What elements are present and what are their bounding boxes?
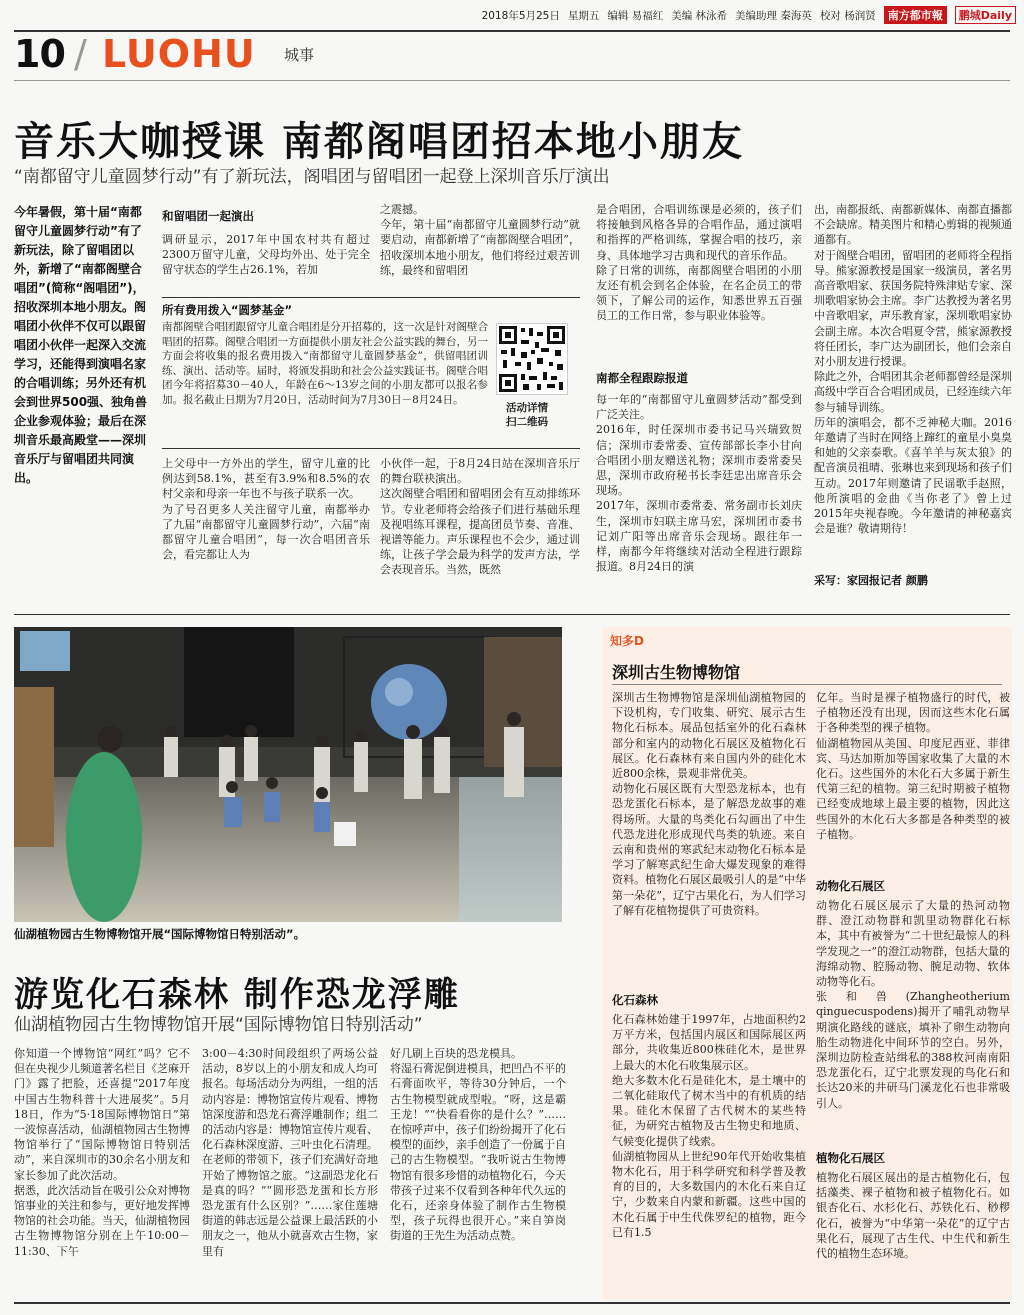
story2-col2: 3:00－4:30时间段组织了两场公益活动，8岁以上的小朋友和成人均可报名。每场活动分为两组，一组的活动内容是：博物馆宣传片观看、博物馆深度游和恐龙石膏浮雕制作；组二的活动内容是：博物馆宣传片观看、化石森林深度游、三叶虫化石清理。 在老师的带领下，孩子们充满好奇地开始了博物馆之旅。“这副恐龙化石是真的吗？”“圆形恐龙蛋和长方形恐龙蛋有什么区别？”……家住莲塘街道的韩志远是公益课上最活跃的小朋友之一，他从小就喜欢古生物，家里有	[202, 1047, 378, 1258]
art-assist-credit: 美编助理 秦海英	[735, 9, 812, 22]
footer-rule	[14, 1302, 1010, 1304]
issue-weekday: 星期五	[567, 9, 600, 22]
box-subhead-animal: 动物化石展区	[816, 879, 885, 893]
box-title: 深圳古生物博物馆	[612, 663, 741, 682]
photo-caption: 仙湖植物园古生物博物馆开展“国际博物馆日特别活动”。	[14, 927, 306, 941]
story1-lead: 今年暑假，第十届“南都留守儿童圆梦行动”有了新玩法，除了留唱团以外，新增了“南都阁壁合唱团”(简称“阁唱团”)，招收深圳本地小朋友。阁唱团小伙伴不仅可以跟留唱团小伙伴一起深入交流学习，还能得到演唱名家的合唱训练；另外还有机会到世界500强、独角兽企业参观体验；最后在深圳音乐最高殿堂——深圳音乐厅与留唱团共同演出。	[14, 205, 148, 485]
box-col2-plant: 植物化石展区展出的是古植物化石，包括藻类、裸子植物和被子植物化石。如银杏化石、水杉化石、苏铁化石、桫椤化石，被誉为“中华第一朵花”的辽宁古果化石，展现了古生代、中生代和新生代的植物生态环境。	[816, 1171, 1010, 1261]
section-title: LUOHU	[102, 32, 256, 76]
story1-col2-top: 调研显示，2017年中国农村共有超过2300万留守儿童，父母均外出、处于完全留守状态的学生占26.1%，若加	[162, 233, 370, 277]
supplement-logo: 鹏城Daily	[955, 6, 1016, 24]
story2-col3: 好几刷上百块的恐龙模具。 将湿石膏泥倒进模具，把凹凸不平的石膏面吹平，等待30分钟后，一个古生物模型就成型啦。“呀，这是霸王龙！”“快看看你的是什么？”……在惊呼声中，孩子们纷纷揭开了化石模型的面纱，亲手创造了一份属于自己的古生物模型。“我听说古生物博物馆有很多珍惜的动植物化石，今天带孩子过来不仅看到各种年代久远的化石，还亲身体验了制作古生物模型，孩子玩得也很开心。”来自笋岗街道的王先生为活动点赞。	[390, 1047, 566, 1243]
editor-credit: 编辑 易福红	[607, 9, 664, 22]
box-col2-intro: 亿年。当时是裸子植物盛行的时代，被子植物还没有出现，因而这些木化石属于各种类型的裸子植物。 仙湖植物园从美国、印度尼西亚、菲律宾、马达加斯加等国家收集了大量的木化石。这些国外的木化石大多属于新生代第三纪的植物。第三纪时期被子植物已经变成地球上最主要的植物，因此这些国外的木化石大多都是各种类型的被子植物。	[816, 691, 1010, 841]
museum-activity-photo	[14, 627, 562, 922]
slash-divider: /	[74, 32, 87, 76]
box-subhead-forest: 化石森林	[612, 993, 658, 1007]
qr-label-details: 活动详情	[506, 402, 548, 414]
fund-box-title: 所有费用拨入“圆梦基金”	[162, 303, 293, 317]
page-header-bar	[0, 0, 1024, 30]
story1-subhead-report: 南都全程跟踪报道	[596, 371, 688, 385]
story1-byline: 采写：家园报记者 颜鹏	[814, 574, 928, 587]
box-top-rule	[162, 297, 580, 298]
box-col1-intro: 深圳古生物博物馆是深圳仙湖植物园的下设机构，专门收集、研究、展示古生物化石标本。展品包括室外的化石森林部分和室内的动物化石展区及植物化石展区。化石森林有来自国内外的硅化木近800余株，景观非常优美。 动物化石展区既有大型恐龙标本，也有恐龙蛋化石标本，是了解恐龙故事的难得场所。大量的鸟类化石勾画出了中生代恐龙进化形成现代鸟类的轨迹。来自云南和贵州的寒武纪末动物化石标本是学习了解寒武纪生命大爆发现象的难得资料。植物化石展区最吸引人的是“中华第一朵花”，辽宁古果化石，为人们学习了解有花植物提供了可贵资料。	[612, 691, 806, 917]
story1-deck: “南都留守儿童圆梦行动”有了新玩法，阁唱团与留唱团一起登上深圳音乐厅演出	[14, 167, 610, 187]
box-col2-animal: 动物化石展区展示了大量的热河动物群、澄江动物群和凯里动物群化石标本，其中有被誉为“二十世纪最惊人的科学发现之一”的澄江动物群，包括大量的海绵动物、腔肠动物、腕足动物、软体动物等化石。 张和兽(Zhangheotherium qinguecuspodens)揭开了哺乳动物早期演化路线的谜底，填补了卵生动物向胎生动物进化中间环节的空白。另外，深圳边防检查站缉私的388枚河南南阳恐龙蛋化石，辽宁北票发现的鸟化石和长达20米的井研马门溪龙化石也非常吸引人。	[816, 899, 1010, 1110]
story1-col4-bottom: 每一年的“南都留守儿童圆梦活动”都受到广泛关注。 2016年，时任深圳市委书记马兴瑞致贺信；深圳市委常委、宣传部部长李小甘向合唱团小朋友赠送礼物；深圳市委常委吴思，深圳市政府秘书长李廷忠出席音乐会现场。 2017年，深圳市委常委、常务副市长刘庆生，深圳市妇联主席马宏，深圳团市委书记刘广阳等出席音乐会现场。跟往年一样，南都今年将继续对活动全程进行跟踪报道。8月24日的演	[596, 393, 802, 574]
story2-deck: 仙湖植物园古生物博物馆开展“国际博物馆日特别活动”	[14, 1015, 423, 1035]
proof-credit: 校对 杨润贤	[819, 9, 876, 22]
box-title-rule	[612, 684, 1002, 685]
qr-code-icon[interactable]	[496, 323, 568, 395]
box-bottom-rule	[162, 448, 580, 449]
issue-date: 2018年5月25日	[481, 9, 560, 22]
story1-col5: 出，南都报纸、南都新媒体、南都直播都不会缺席。精美图片和精心剪辑的视频通通都有。 对于阁壁合唱团，留唱团的老师将全程指导。熊家源教授是国家一级演员，著名男高音歌唱家、获国务院特殊津贴专家、深圳歌唱家协会主席。李广达教授为著名男中音歌唱家，声乐教育家，深圳歌唱家协会副主席。本次合唱夏令营，熊家源教授将任团长，李广达为副团长，他们会亲自对小朋友进行授课。 除此之外，合唱团其余老师都曾经是深圳高级中学百合合唱团成员，已经连续六年参与辅导训练。 历年的演唱会，都不乏神秘大咖。2016年邀请了当时在网络上蹿红的童星小臭臭和她的父亲泰歌。《喜羊羊与灰太狼》的配音演员祖晴、张琳也来到现场和孩子们互动。2017年则邀请了民谣歌手赵照，他所演唱的金曲《当你老了》曾上过2015年央视春晚。今年邀请的神秘嘉宾会是谁？敬请期待！	[814, 203, 1012, 536]
box-col1-forest: 化石森林始建于1997年，占地面积约2万平方米，包括国内展区和国际展区两部分，共收集近800株硅化木，是世界上最大的木化石收集展示区。 绝大多数木化石是硅化木，是土壤中的二氧化硅取代了树木当中的有机质的结果。硅化木保留了古代树木的某些特征，为研究古植物及古生物史和地质、气候变化提供了线索。 仙湖植物园从上世纪90年代开始收集植物木化石，用于科学研究和科学普及教育的目的，大多数国内的木化石来自辽宁，少数来自内蒙和新疆。这些中国的木化石属于中生代侏罗纪的植物，距今已有1.5	[612, 1013, 806, 1239]
fund-box-text: 南都阁壁合唱团跟留守儿童合唱团是分开招募的，这一次是针对阁壁合唱团的招募。阁壁合唱团一方面提供小朋友社会公益实践的舞台，另一方面会将收集的报名费用拨入“南都留守儿童圆梦基金”，供留唱团训练、演出、活动等。届时，将颁发捐助和社会公益实践证书。阁壁合唱团今年将招募30－40人，年龄在6～13岁之间的小朋友都可以报名参加。报名截止日期为7月20日，活动时间为7月30日－8月24日。	[162, 321, 488, 406]
story1-col3-bottom: 小伙伴一起，于8月24日站在深圳音乐厅的舞台联袂演出。 这次阁壁合唱团和留唱团会有互动排练环节。专业老师将会给孩子们进行基础乐理及视唱练耳课程，提高团员节奏、音准、视谱等能力。声乐课程也不会少，通过训练，让孩子学会最为科学的发声方法，学会表现音乐。当然，既然	[380, 457, 580, 577]
story2-headline: 游览化石森林 制作恐龙浮雕	[14, 975, 460, 1015]
page-number: 10	[14, 32, 65, 76]
newspaper-logo: 南方都市報	[884, 6, 947, 24]
qr-label-scan: 扫二维码	[506, 416, 548, 428]
box-subhead-plant: 植物化石展区	[816, 1151, 885, 1165]
story1-col3-top: 之震撼。 今年，第十届“南都留守儿童圆梦行动”就要启动，南都新增了“南都阁壁合唱团”，招收深圳本地小朋友，他们将经过艰苦训练，最终和留唱团	[380, 203, 580, 277]
story1-col2-bottom: 上父母中一方外出的学生，留守儿童的比例达到58.1%，甚至有3.9%和8.5%的农村父亲和母亲一年也不与孩子联系一次。 为了号召更多人关注留守儿童，南都举办了九届“南都留守儿童圆梦行动”，六届“南都留守儿童合唱团”，每一次合唱团音乐会，看完都让人为	[162, 457, 370, 562]
section-category: 城事	[284, 46, 315, 64]
masthead-rule	[14, 80, 1010, 81]
story1-col4-top: 是合唱团，合唱训练课是必须的，孩子们将接触到风格各异的合唱作品，通过演唱和指挥的严格训练，掌握合唱的技巧，亲身、具体地学习古典和现代的音乐作品。 除了日常的训练，南都阁壁合唱团的小朋友还有机会到名企体验，在名企员工的带领下，了解公司的运作，知悉世界五百强员工的工作日常，参与职业体验等。	[596, 203, 802, 323]
art-credit: 美编 林泳希	[671, 9, 728, 22]
story2-col1: 你知道一个博物馆“网红”吗？它不但在央视少儿频道著名栏目《芝麻开门》露了把脸，还喜提“2017年度中国古生物科普十大进展奖”。5月18日，作为“5·18国际博物馆日”第一波惊喜活动，仙湖植物园古生物博物馆举行了“国际博物馆日特别活动”，来自深圳市的30余名小朋友和家长参加了此次活动。 据悉，此次活动旨在吸引公众对博物馆事业的关注和参与，更好地发挥博物馆的社会功能。当天，仙湖植物园古生物博物馆分别在上午10:00－11:30、下午	[14, 1047, 190, 1258]
mid-page-rule	[14, 614, 1010, 615]
story1-headline: 音乐大咖授课 南都阁唱团招本地小朋友	[14, 119, 744, 165]
box-kicker: 知多D	[610, 634, 644, 648]
story1-subhead-perform: 和留唱团一起演出	[162, 209, 254, 223]
